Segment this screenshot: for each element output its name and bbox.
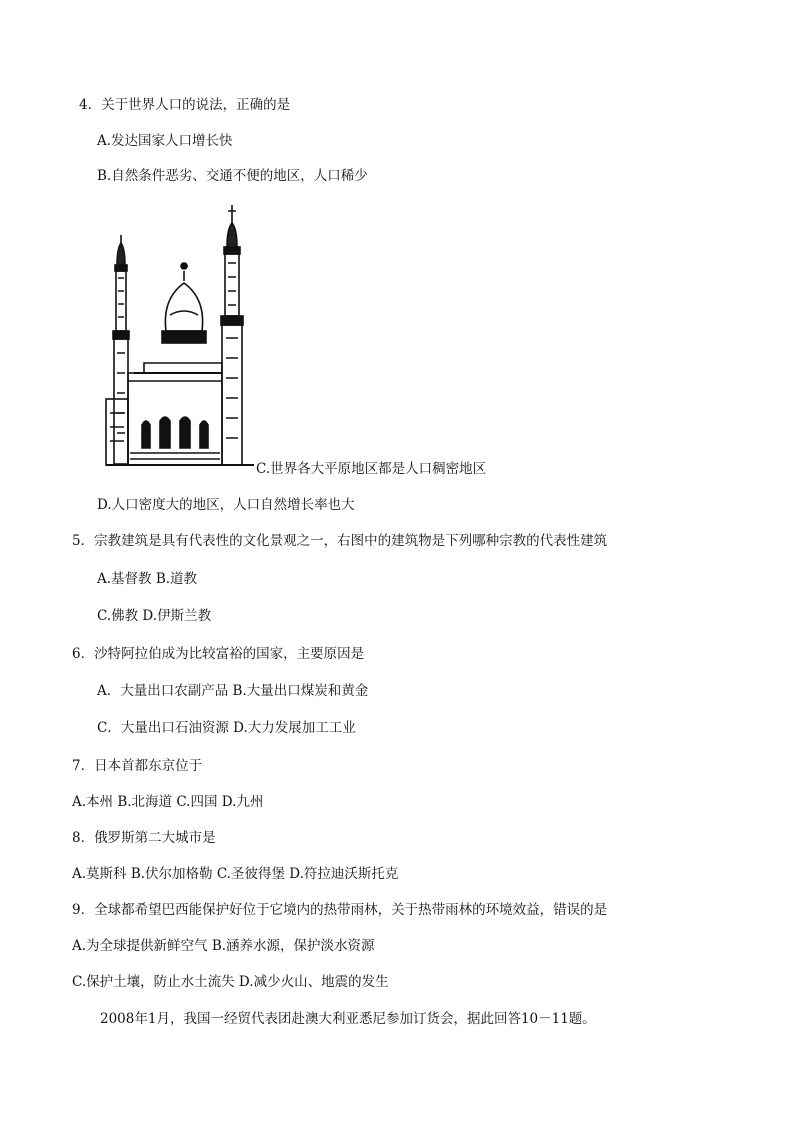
question-5-options-ab: A.基督教 B.道教	[97, 571, 198, 587]
question-9-stem: 9．全球都希望巴西能保护好位于它境内的热带雨林，关于热带雨林的环境效益，错误的是	[72, 902, 608, 918]
question-4-stem: 4．关于世界人口的说法，正确的是	[79, 97, 291, 113]
question-4-option-b: B.自然条件恶劣、交通不便的地区，人口稀少	[97, 168, 368, 184]
question-5-options-cd: C.佛教 D.伊斯兰教	[97, 608, 212, 624]
question-7-stem: 7．日本首都东京位于	[72, 758, 203, 774]
question-6-options-cd: C．大量出口石油资源 D.大力发展加工工业	[97, 720, 356, 736]
question-4-option-a: A.发达国家人口增长快	[97, 133, 233, 149]
question-4-option-c: C.世界各大平原地区都是人口稠密地区	[256, 461, 487, 477]
mosque-icon	[104, 203, 256, 467]
question-6-options-ab: A．大量出口农副产品 B.大量出口煤炭和黄金	[97, 683, 369, 699]
question-9-options-ab: A.为全球提供新鲜空气 B.涵养水源，保护淡水资源	[72, 938, 375, 954]
question-6-stem: 6．沙特阿拉伯成为比较富裕的国家，主要原因是	[72, 646, 365, 662]
question-7-options: A.本州 B.北海道 C.四国 D.九州	[72, 794, 264, 810]
passage-intro: 2008年1月，我国一经贸代表团赴澳大利亚悉尼参加订货会，据此回答10－11题。	[100, 1011, 596, 1027]
question-9-options-cd: C.保护土壤，防止水土流失 D.减少火山、地震的发生	[72, 974, 389, 990]
question-8-options: A.莫斯科 B.伏尔加格勒 C.圣彼得堡 D.符拉迪沃斯托克	[72, 866, 399, 882]
question-4-option-d: D.人口密度大的地区，人口自然增长率也大	[97, 497, 355, 513]
question-5-stem: 5．宗教建筑是具有代表性的文化景观之一，右图中的建筑物是下列哪种宗教的代表性建筑	[72, 533, 608, 549]
question-8-stem: 8．俄罗斯第二大城市是	[72, 830, 216, 846]
